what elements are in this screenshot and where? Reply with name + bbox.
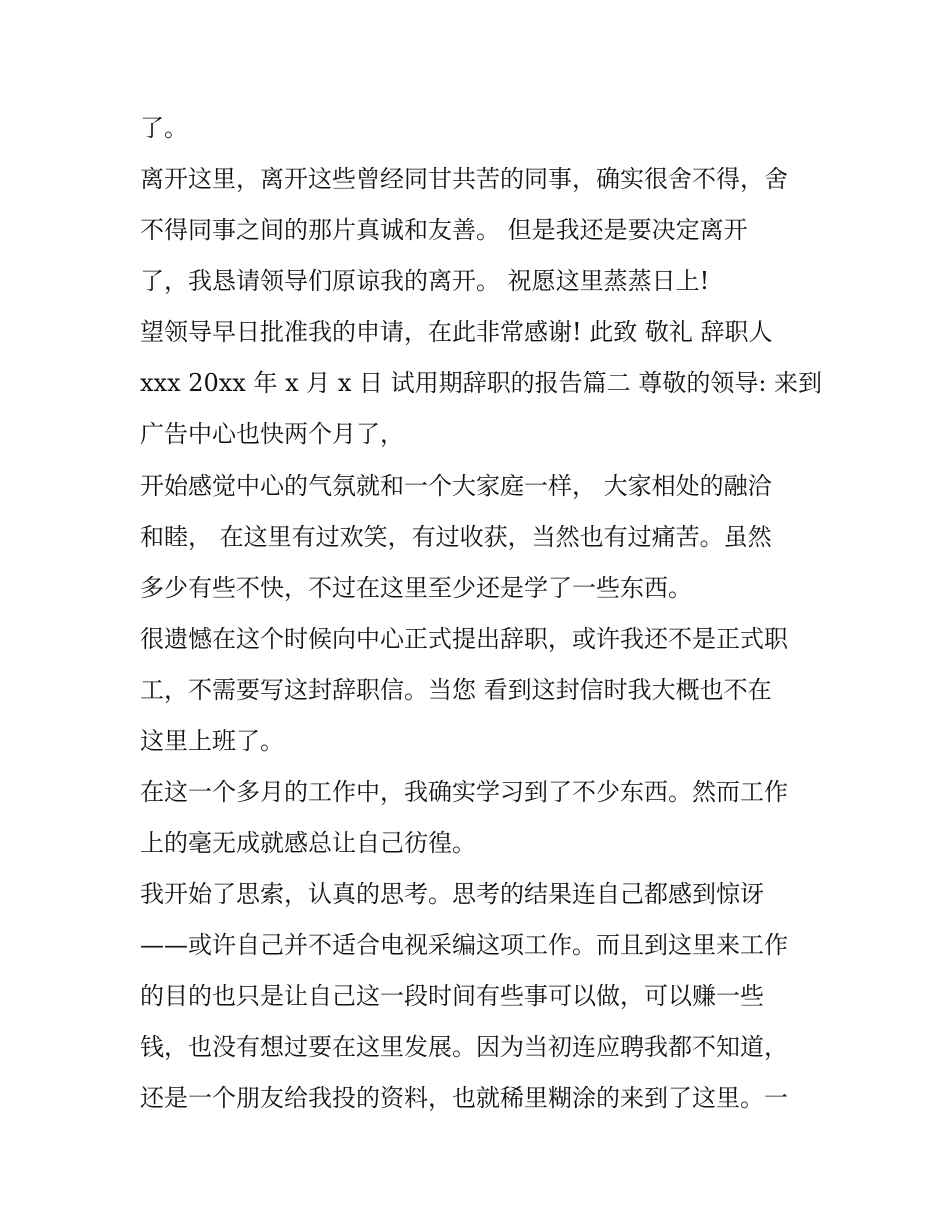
text-line: 和睦， 在这里有过欢笑，有过收获，当然也有过痛苦。虽然 [140, 523, 772, 551]
text-line: 不得同事之间的那片真诚和友善。 但是我还是要决定离开 [140, 216, 748, 244]
text-line: 了。 [140, 114, 188, 142]
text-line: xxx 20xx 年 x 月 x 日 试用期辞职的报告篇二 尊敬的领导: 来到 [140, 369, 823, 397]
text-line: 我开始了思索，认真的思考。思考的结果连自己都感到惊讶 [140, 880, 764, 908]
text-line: 离开这里，离开这些曾经同甘共苦的同事，确实很舍不得，舍 [140, 165, 788, 193]
text-line: 这里上班了。 [140, 727, 284, 755]
text-line: 广告中心也快两个月了， [140, 420, 404, 448]
text-line: 的目的也只是让自己这一段时间有些事可以做，可以赚一些 [140, 982, 764, 1010]
text-line: 了，我恳请领导们原谅我的离开。 祝愿这里蒸蒸日上! [140, 267, 710, 295]
text-line: 望领导早日批准我的申请，在此非常感谢! 此致 敬礼 辞职人 [140, 318, 773, 346]
text-line: 钱，也没有想过要在这里发展。因为当初连应聘我都不知道， [140, 1033, 788, 1061]
text-line: 还是一个朋友给我投的资料，也就稀里糊涂的来到了这里。一 [140, 1084, 788, 1112]
text-line: 在这一个多月的工作中，我确实学习到了不少东西。然而工作 [140, 778, 788, 806]
text-line: 很遗憾在这个时候向中心正式提出辞职，或许我还不是正式职 [140, 625, 788, 653]
text-line: 工，不需要写这封辞职信。当您 看到这封信时我大概也不在 [140, 676, 772, 704]
text-line: 上的毫无成就感总让自己彷徨。 [140, 829, 476, 857]
text-line: 开始感觉中心的气氛就和一个大家庭一样， 大家相处的融洽 [140, 472, 772, 500]
text-line: ——或许自己并不适合电视采编这项工作。而且到这里来工作 [140, 931, 788, 959]
text-line: 多少有些不快，不过在这里至少还是学了一些东西。 [140, 574, 692, 602]
